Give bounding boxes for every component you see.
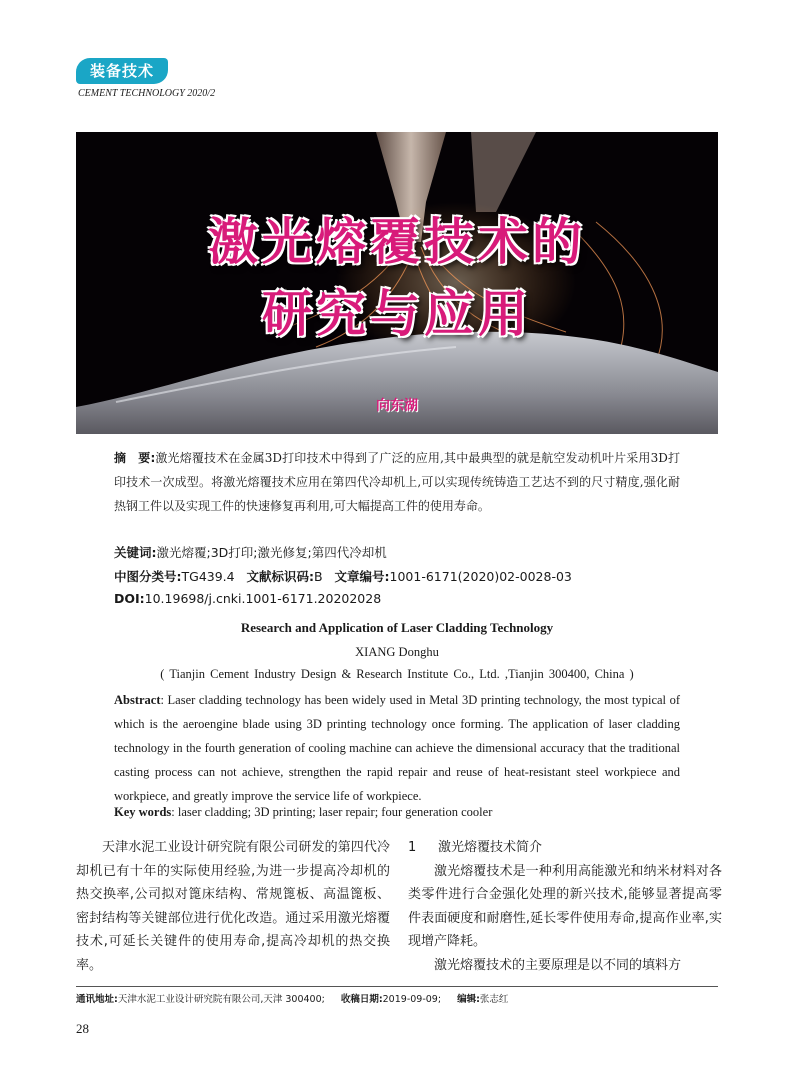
editor-label: 编辑: [457, 994, 480, 1005]
doc-code-label: 文献标识码: [246, 569, 315, 584]
section-paragraph-1: 激光熔覆技术是一种利用高能激光和纳米材料对各类零件进行合金强化处理的新兴技术,能够显著提高零件表面硬度和耐磨性,延长零件使用寿命,提高作业率,实现增产降耗。 [408, 863, 722, 949]
section-badge: 装备技术 [76, 58, 168, 84]
journal-running-head: CEMENT TECHNOLOGY 2020/2 [78, 88, 216, 99]
english-title: Research and Application of Laser Cladding Technology [240, 620, 554, 635]
hero-author: 向东湖 [376, 398, 418, 414]
hero-banner [76, 132, 718, 434]
section-heading [408, 836, 722, 860]
abstract-cn-label: 摘 要: [114, 451, 156, 465]
page-number: 28 [76, 1021, 89, 1036]
article-number-value: 1001-6171(2020)02-0028-03 [389, 569, 572, 584]
body-column-left [76, 836, 390, 977]
doi-label: DOI: [114, 591, 145, 606]
doi-value: 10.19698/j.cnki.1001-6171.20202028 [144, 591, 382, 606]
article-number-label: 文章编号: [334, 569, 390, 584]
clc-value: TG439.4 [181, 569, 235, 584]
received-label: 收稿日期: [340, 994, 383, 1005]
keywords-cn-label: 关键词: [114, 545, 157, 560]
address-label: 通讯地址: [76, 994, 118, 1005]
abstract-cn-text: 激光熔覆技术在金属3D打印技术中得到了广泛的应用,其中最典型的就是航空发动机叶片采用3D打印技术一次成型。将激光熔覆技术应用在第四代冷却机上,可以实现传统铸造工艺达不到的尺寸精度,强化耐热钢工件以及实现工件的快速修复再利用,可大幅提高工件的使用寿命。 [114, 451, 680, 513]
section-title: 激光熔覆技术简介 [438, 840, 543, 855]
clc-label: 中图分类号: [114, 569, 182, 584]
hero-title-line-2: 研究与应用 [262, 285, 532, 343]
abstract-chinese [114, 446, 680, 518]
english-affiliation: ( Tianjin Cement Industry Design & Research Institute Co., Ltd. ,Tianjin 300400, China ) [160, 667, 634, 681]
editor-value: 张志红 [479, 994, 509, 1005]
footer-divider [76, 986, 718, 987]
keywords-cn-text: 激光熔覆;3D打印;激光修复;第四代冷却机 [156, 545, 387, 560]
english-author: XIANG Donghu [355, 645, 439, 659]
classification-line [114, 567, 694, 585]
section-paragraph-2: 激光熔覆技术的主要原理是以不同的填料方 [434, 957, 682, 973]
body-column-right [408, 836, 722, 977]
address-value: 天津水泥工业设计研究院有限公司,天津 300400; [117, 994, 325, 1005]
footer-note [76, 991, 718, 1005]
keywords-en-label: Key words [114, 805, 172, 819]
keywords-english [114, 805, 680, 820]
abstract-en-text: : Laser cladding technology has been widely used in Metal 3D printing technology, the most typical of which is the aeroengine blade using 3D printing technology once forming. The application of laser cladding technology in the fourth generation of cooling machine can achieve the dimensional accuracy that the traditional casting process can not achieve, strengthen the rapid repair and reuse of heat-resistant steel workpiece and workpiece, and greatly improve the service life of workpiece. [114, 693, 680, 803]
hero-title-line-1: 激光熔覆技术的 [208, 213, 586, 271]
section-number: 1 [408, 840, 417, 855]
doc-code-value: B [314, 569, 323, 584]
intro-paragraph: 天津水泥工业设计研究院有限公司研发的第四代冷却机已有十年的实际使用经验,为进一步提高冷却机的热交换率,公司拟对篦床结构、常规篦板、高温篦板、密封结构等关键部位进行优化改造。通过采用激光熔覆技术,可延长关键件的使用寿命,提高冷却机的热交换率。 [76, 840, 390, 973]
keywords-chinese [114, 543, 694, 561]
received-value: 2019-09-09; [382, 994, 442, 1005]
doi-line [114, 591, 694, 606]
abstract-en-label: Abstract [114, 693, 161, 707]
keywords-en-text: : laser cladding; 3D printing; laser repair; four generation cooler [171, 805, 493, 819]
abstract-english [114, 688, 680, 808]
